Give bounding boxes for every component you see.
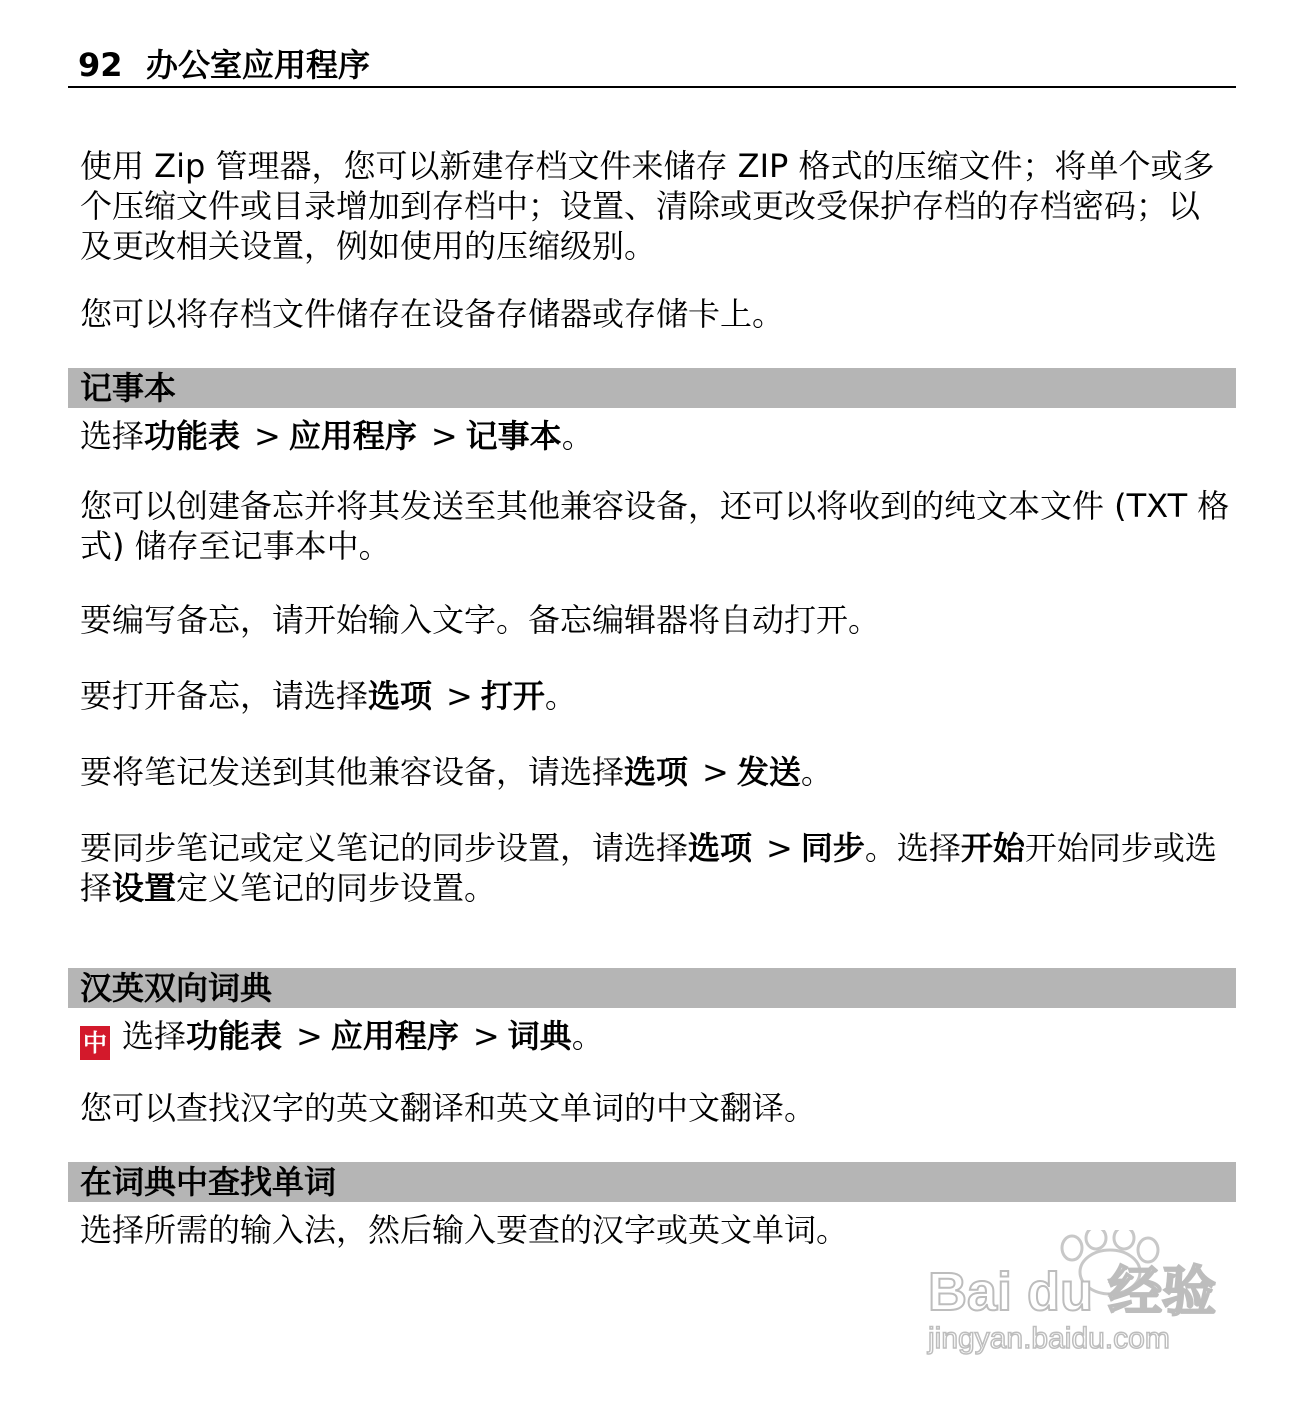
section-title-lookup: 在词典中查找单词 bbox=[68, 1162, 1236, 1202]
menu-link-functions[interactable]: 功能表 bbox=[186, 1017, 283, 1055]
notepad-menu-path: 选择功能表 > 应用程序 > 记事本。 bbox=[80, 417, 594, 455]
notepad-open-instruction: 要打开备忘，请选择选项 > 打开。 bbox=[80, 677, 577, 715]
menu-link-options[interactable]: 选项 bbox=[688, 829, 753, 867]
menu-link-applications[interactable]: 应用程序 bbox=[330, 1017, 459, 1055]
menu-link-open[interactable]: 打开 bbox=[480, 677, 545, 715]
menu-link-options[interactable]: 选项 bbox=[368, 677, 433, 715]
intro-paragraph-2: 您可以将存档文件储存在设备存储器或存储卡上。 bbox=[80, 295, 785, 333]
dictionary-paragraph-1: 您可以查找汉字的英文翻译和英文单词的中文翻译。 bbox=[80, 1089, 817, 1127]
path-separator: > bbox=[446, 677, 473, 715]
notepad-paragraph-1: 您可以创建备忘并将其发送至其他兼容设备，还可以将收到的纯文本文件 (TXT 格式) 储存至记事本中。 bbox=[80, 487, 1230, 565]
page-number: 92 bbox=[78, 46, 123, 84]
menu-link-notepad[interactable]: 记事本 bbox=[465, 417, 562, 455]
menu-link-send[interactable]: 发送 bbox=[736, 753, 801, 791]
path-separator: > bbox=[702, 753, 729, 791]
path-separator: > bbox=[766, 829, 793, 867]
path-separator: > bbox=[296, 1017, 323, 1055]
menu-link-dictionary[interactable]: 词典 bbox=[507, 1017, 572, 1055]
section-title-dictionary: 汉英双向词典 bbox=[68, 968, 1236, 1008]
menu-link-settings[interactable]: 设置 bbox=[112, 869, 177, 907]
notepad-send-instruction: 要将笔记发送到其他兼容设备，请选择选项 > 发送。 bbox=[80, 753, 833, 791]
path-separator: > bbox=[430, 417, 458, 455]
menu-link-applications[interactable]: 应用程序 bbox=[288, 417, 417, 455]
menu-link-options[interactable]: 选项 bbox=[624, 753, 689, 791]
chinese-edition-icon: 中 bbox=[80, 1026, 110, 1060]
section-title-notepad: 记事本 bbox=[68, 368, 1236, 408]
menu-link-sync[interactable]: 同步 bbox=[800, 829, 865, 867]
lookup-paragraph-1: 选择所需的输入法，然后输入要查的汉字或英文单词。 bbox=[80, 1211, 849, 1249]
menu-link-start[interactable]: 开始 bbox=[960, 829, 1025, 867]
path-separator: > bbox=[254, 417, 281, 455]
chapter-title: 办公室应用程序 bbox=[146, 46, 371, 84]
notepad-sync-instruction: 要同步笔记或定义笔记的同步设置，请选择选项 > 同步。选择开始开始同步或选择设置定义笔记的同步设置。 bbox=[80, 829, 1217, 907]
menu-link-functions[interactable]: 功能表 bbox=[144, 417, 241, 455]
notepad-paragraph-2: 要编写备忘，请开始输入文字。备忘编辑器将自动打开。 bbox=[80, 601, 881, 639]
baidu-watermark-logo bbox=[920, 1230, 1250, 1380]
page-header bbox=[68, 44, 1236, 88]
watermark-brand: Bai du 经验 bbox=[928, 1262, 1217, 1322]
dictionary-menu-path: 中 选择功能表 > 应用程序 > 词典。 bbox=[80, 1016, 1230, 1060]
watermark-url: jingyan.baidu.com bbox=[928, 1322, 1170, 1355]
path-separator: > bbox=[472, 1017, 500, 1055]
intro-paragraph-1: 使用 Zip 管理器，您可以新建存档文件来储存 ZIP 格式的压缩文件；将单个或多个压缩文件或目录增加到存档中；设置、清除或更改受保护存档的存档密码；以及更改相关设置，例如使用的压缩级别。 bbox=[80, 147, 1215, 265]
